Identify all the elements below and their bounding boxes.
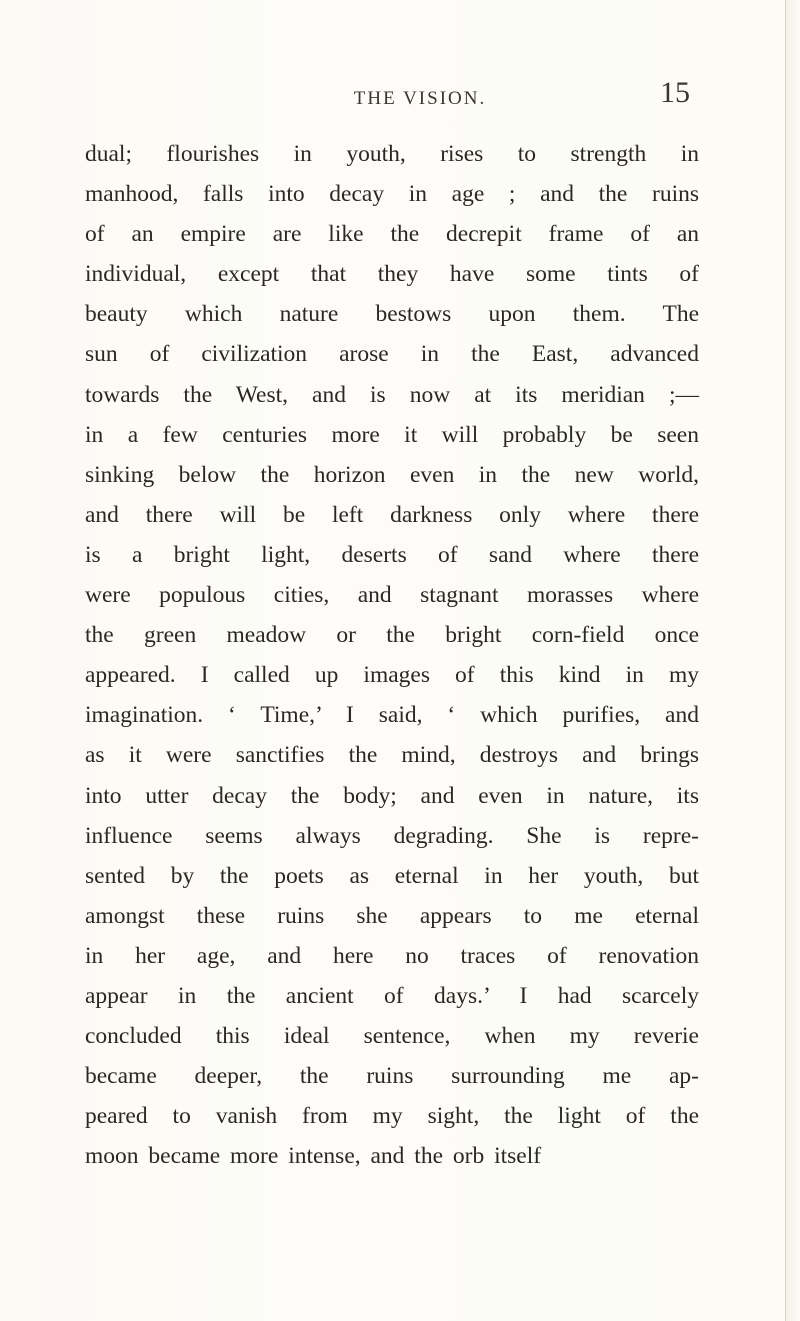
text-line: influence seems always degrading. She is repre- (85, 822, 699, 849)
text-line: the green meadow or the bright corn-field once (85, 622, 699, 649)
text-line: sinking below the horizon even in the new world, (85, 461, 699, 488)
page-number: 15 (660, 76, 690, 109)
text-line: became deeper, the ruins surrounding me ap- (85, 1063, 699, 1090)
text-line: imagination. ‘ Time,’ I said, ‘ which purifies, and (85, 702, 699, 729)
page-header (150, 76, 690, 116)
text-line: beauty which nature bestows upon them. The (85, 301, 699, 328)
text-line: as it were sanctifies the mind, destroys and brings (85, 742, 699, 769)
text-line: dual; flourishes in youth, rises to strength in (85, 141, 699, 167)
text-line: sun of civilization arose in the East, advanced (85, 341, 699, 368)
text-line: peared to vanish from my sight, the light of the (85, 1103, 699, 1130)
text-line: is a bright light, deserts of sand where there (85, 541, 699, 568)
text-line: individual, except that they have some tints of (85, 261, 699, 288)
text-line: sented by the poets as eternal in her youth, but (85, 862, 699, 889)
text-line: of an empire are like the decrepit frame of an (85, 221, 699, 248)
text-line: manhood, falls into decay in age ; and the ruins (85, 181, 699, 208)
text-line: towards the West, and is now at its meridian ;— (85, 381, 699, 408)
body-text (85, 134, 699, 1176)
running-head: THE VISION. (353, 88, 487, 109)
text-line: amongst these ruins she appears to me eternal (85, 902, 699, 929)
text-line: were populous cities, and stagnant morasses where (85, 582, 699, 609)
text-line: in a few centuries more it will probably be seen (85, 421, 699, 448)
text-line: concluded this ideal sentence, when my reverie (85, 1023, 699, 1050)
text-line: appear in the ancient of days.’ I had scarcely (85, 982, 699, 1009)
text-line: in her age, and here no traces of renovation (85, 942, 699, 969)
text-line: moon became more intense, and the orb itself (85, 1143, 542, 1170)
text-line: into utter decay the body; and even in nature, its (85, 782, 699, 809)
page-edge (785, 0, 800, 1321)
text-line: and there will be left darkness only where there (85, 501, 699, 528)
text-line: appeared. I called up images of this kind in my (85, 662, 699, 689)
